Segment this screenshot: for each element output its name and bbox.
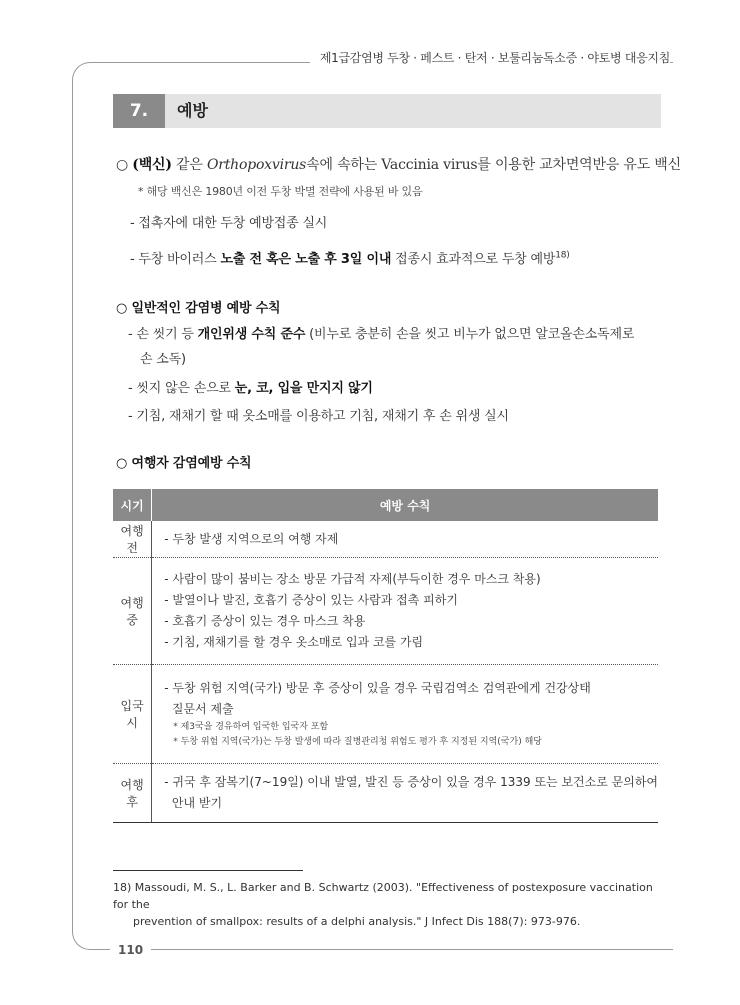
table-header-row [113, 489, 658, 521]
rule-item: - 사람이 많이 붐비는 장소 방문 가급적 자제(부득이한 경우 마스크 착용) [164, 572, 541, 586]
footnote-line: prevention of smallpox: results of a delphi analysis." J Infect Dis 188(7): 973-976. [133, 915, 581, 928]
rule-item-cont: 질문서 제출 [164, 702, 234, 716]
period-cell: 입국 시 [113, 665, 152, 764]
footnote-divider [113, 870, 303, 871]
rule-note: * 두창 위험 지역(국가)는 두창 발생에 따라 질병관리청 위험도 평가 후 지정된 지역(국가) 해당 [173, 737, 542, 747]
footnote [113, 879, 663, 930]
hygiene-prefix: - 손 씻기 등 [128, 327, 198, 342]
bullet-circle: ○ [116, 157, 129, 173]
timing-suffix: 접종시 효과적으로 두창 예방 [391, 252, 556, 267]
general-heading: ○ 일반적인 감염병 예방 수칙 [116, 301, 281, 316]
rules-cell [152, 558, 658, 665]
general-item-hygiene-cont: 손 소독) [140, 352, 186, 367]
vaccine-item-contacts: - 접촉자에 대한 두창 예방접종 실시 [130, 216, 328, 231]
hygiene-suffix: (비누로 충분히 손을 씻고 비누가 없으면 알코올손소독제로 [305, 327, 635, 342]
face-bold: 눈, 코, 입을 만지지 않기 [234, 381, 373, 396]
table-row [113, 764, 658, 823]
rules-cell [152, 521, 658, 558]
page-number-wrap [110, 939, 151, 958]
vaccine-text-b: 속에 속하는 Vaccinia virus를 이용한 교차면역반응 유도 백신 [306, 157, 681, 173]
table-row [113, 558, 658, 665]
rules-cell [152, 764, 658, 823]
general-item-hygiene [128, 323, 634, 342]
table-row [113, 521, 658, 558]
table-row [113, 665, 658, 764]
rule-item: - 발열이나 발진, 호흡기 증상이 있는 사람과 접촉 피하기 [164, 593, 458, 607]
section-title: 예방 [177, 101, 208, 120]
column-header-period: 시기 [113, 489, 152, 521]
section-heading-bar [113, 94, 661, 128]
traveler-heading: ○ 여행자 감염예방 수칙 [116, 456, 252, 471]
general-item-face [128, 377, 373, 396]
period-cell: 여행 후 [113, 764, 152, 823]
page-number: 110 [118, 943, 144, 957]
timing-prefix: - 두창 바이러스 [130, 252, 221, 267]
vaccine-text-a: 같은 [171, 157, 207, 173]
rules-cell [152, 665, 658, 764]
running-header: 제1급감염병 두창 · 페스트 · 탄저 · 보툴리눔독소증 · 야토병 대응지침 [310, 49, 670, 66]
rule-item: - 호흡기 증상이 있는 경우 마스크 착용 [164, 614, 366, 628]
face-prefix: - 씻지 않은 손으로 [128, 381, 235, 396]
vaccine-genus: Orthopoxvirus [206, 157, 307, 173]
vaccine-label: (백신) [132, 157, 172, 173]
rule-item: - 귀국 후 잠복기(7~19일) 이내 발열, 발진 등 증상이 있을 경우 1339 또는 보건소로 문의하여 [164, 775, 658, 789]
rule-item: - 두창 발생 지역으로의 여행 자제 [164, 531, 339, 546]
period-cell: 여행 중 [113, 558, 152, 665]
footnote-line: 18) Massoudi, M. S., L. Barker and B. Schwartz (2003). "Effectiveness of postexposure vaccination for the [113, 881, 653, 911]
vaccine-item-timing [130, 248, 570, 267]
period-cell: 여행 전 [113, 521, 152, 558]
section-number: 7. [113, 94, 165, 128]
timing-bold: 노출 전 혹은 노출 후 3일 이내 [220, 252, 392, 267]
general-item-cough: - 기침, 재채기 할 때 옷소매를 이용하고 기침, 재채기 후 손 위생 실시 [128, 409, 509, 424]
traveler-rules-table [113, 489, 658, 823]
rule-item-cont: 안내 받기 [164, 796, 223, 810]
rule-item: - 두창 위험 지역(국가) 방문 후 증상이 있을 경우 국립검역소 검역관에게 건강상태 [164, 681, 591, 695]
rule-item: - 기침, 재채기를 할 경우 옷소매로 입과 코를 가림 [164, 635, 424, 649]
vaccine-note: * 해당 백신은 1980년 이전 두창 박멸 전략에 사용된 바 있음 [138, 185, 423, 198]
vaccine-line [116, 154, 681, 174]
footnote-ref: 18) [555, 250, 570, 261]
column-header-rules: 예방 수칙 [152, 489, 658, 521]
rule-note: * 제3국을 경유하여 입국한 입국자 포함 [173, 722, 329, 732]
hygiene-bold: 개인위생 수칙 준수 [197, 327, 306, 342]
